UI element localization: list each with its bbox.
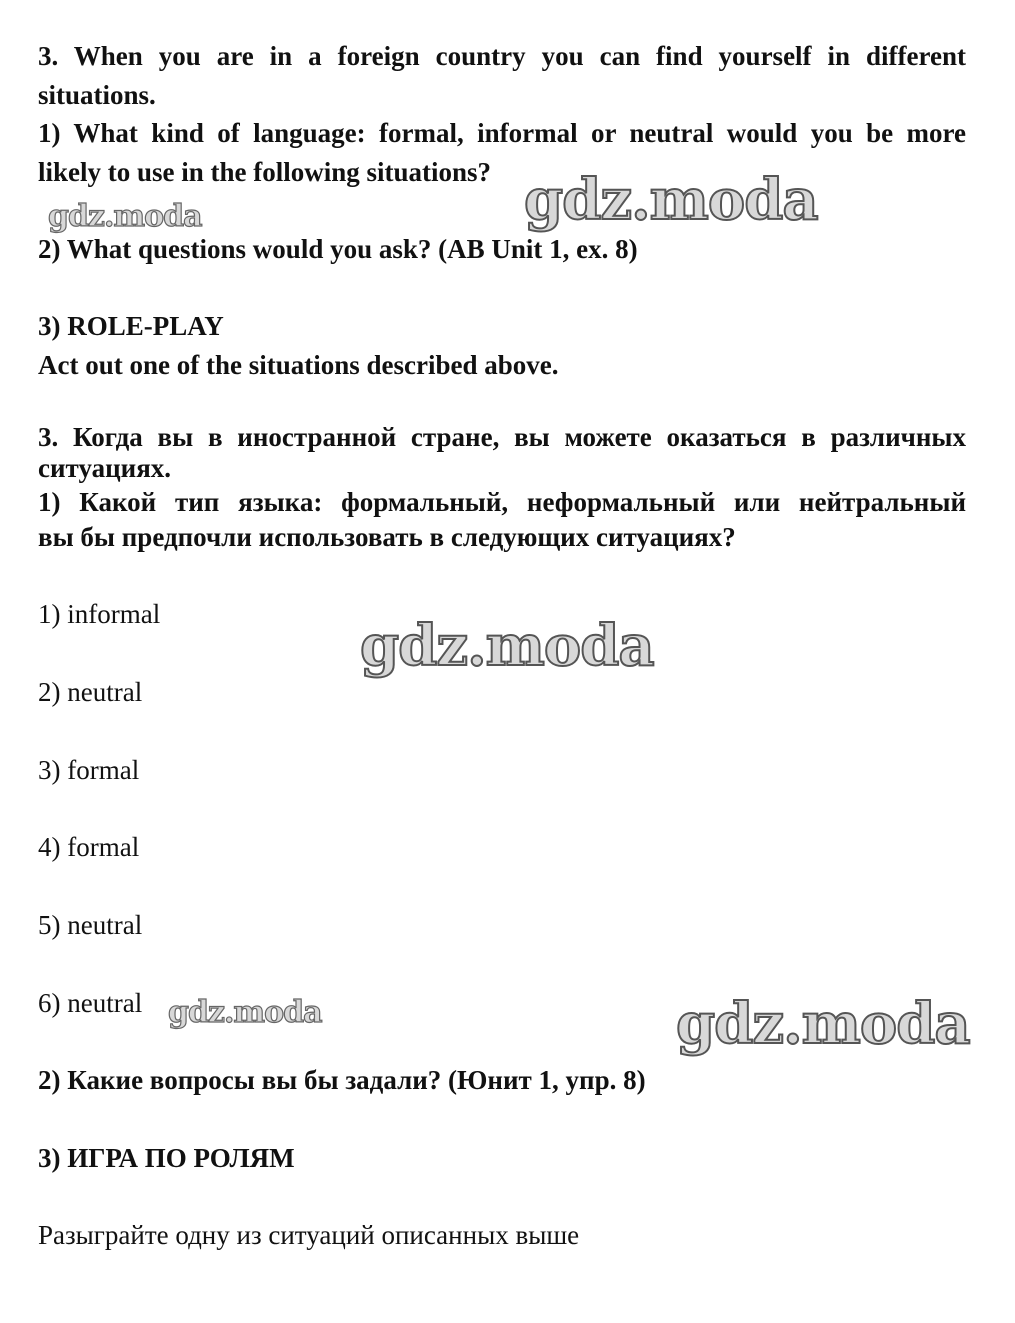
watermark: gdz.moda xyxy=(360,613,654,679)
answer-item: 5) neutral xyxy=(38,910,143,940)
answer-item: 2) neutral xyxy=(38,677,143,707)
watermark: gdz.moda xyxy=(168,995,322,1030)
ru-roleplay-text: Разыграйте одну из ситуаций описанных выше xyxy=(38,1220,580,1250)
ru-question-2: 2) Какие вопросы вы бы задали? (Юнит 1, упр. 8) xyxy=(38,1065,646,1095)
watermark: gdz.moda xyxy=(524,167,818,233)
en-question-1-line-2: likely to use in the following situations? xyxy=(38,157,492,187)
en-question-2: 2) What questions would you ask? (AB Unit 1, ex. 8) xyxy=(38,234,638,264)
ru-task-line-1: 3. Когда вы в иностранной стране, вы можете оказаться в различных xyxy=(38,422,966,452)
ru-roleplay-title: 3) ИГРА ПО РОЛЯМ xyxy=(38,1143,295,1173)
watermark: gdz.moda xyxy=(48,199,202,234)
ru-question-1-line-1: 1) Какой тип языка: формальный, неформальный или нейтральный xyxy=(38,487,966,517)
ru-task-line-2: ситуациях. xyxy=(38,453,172,483)
en-roleplay-text: Act out one of the situations described above. xyxy=(38,350,559,380)
en-roleplay-title: 3) ROLE-PLAY xyxy=(38,311,224,341)
answer-item: 1) informal xyxy=(38,599,161,629)
answer-item: 6) neutral xyxy=(38,988,143,1018)
en-task-line-2: situations. xyxy=(38,80,156,110)
watermark: gdz.moda xyxy=(676,991,970,1057)
answer-item: 3) formal xyxy=(38,755,140,785)
en-question-1-line-1: 1) What kind of language: formal, informal or neutral would you be more xyxy=(38,118,966,148)
ru-question-1-line-2: вы бы предпочли использовать в следующих ситуациях? xyxy=(38,522,736,552)
answer-item: 4) formal xyxy=(38,832,140,862)
en-task-line-1: 3. When you are in a foreign country you can find yourself in different xyxy=(38,41,966,71)
